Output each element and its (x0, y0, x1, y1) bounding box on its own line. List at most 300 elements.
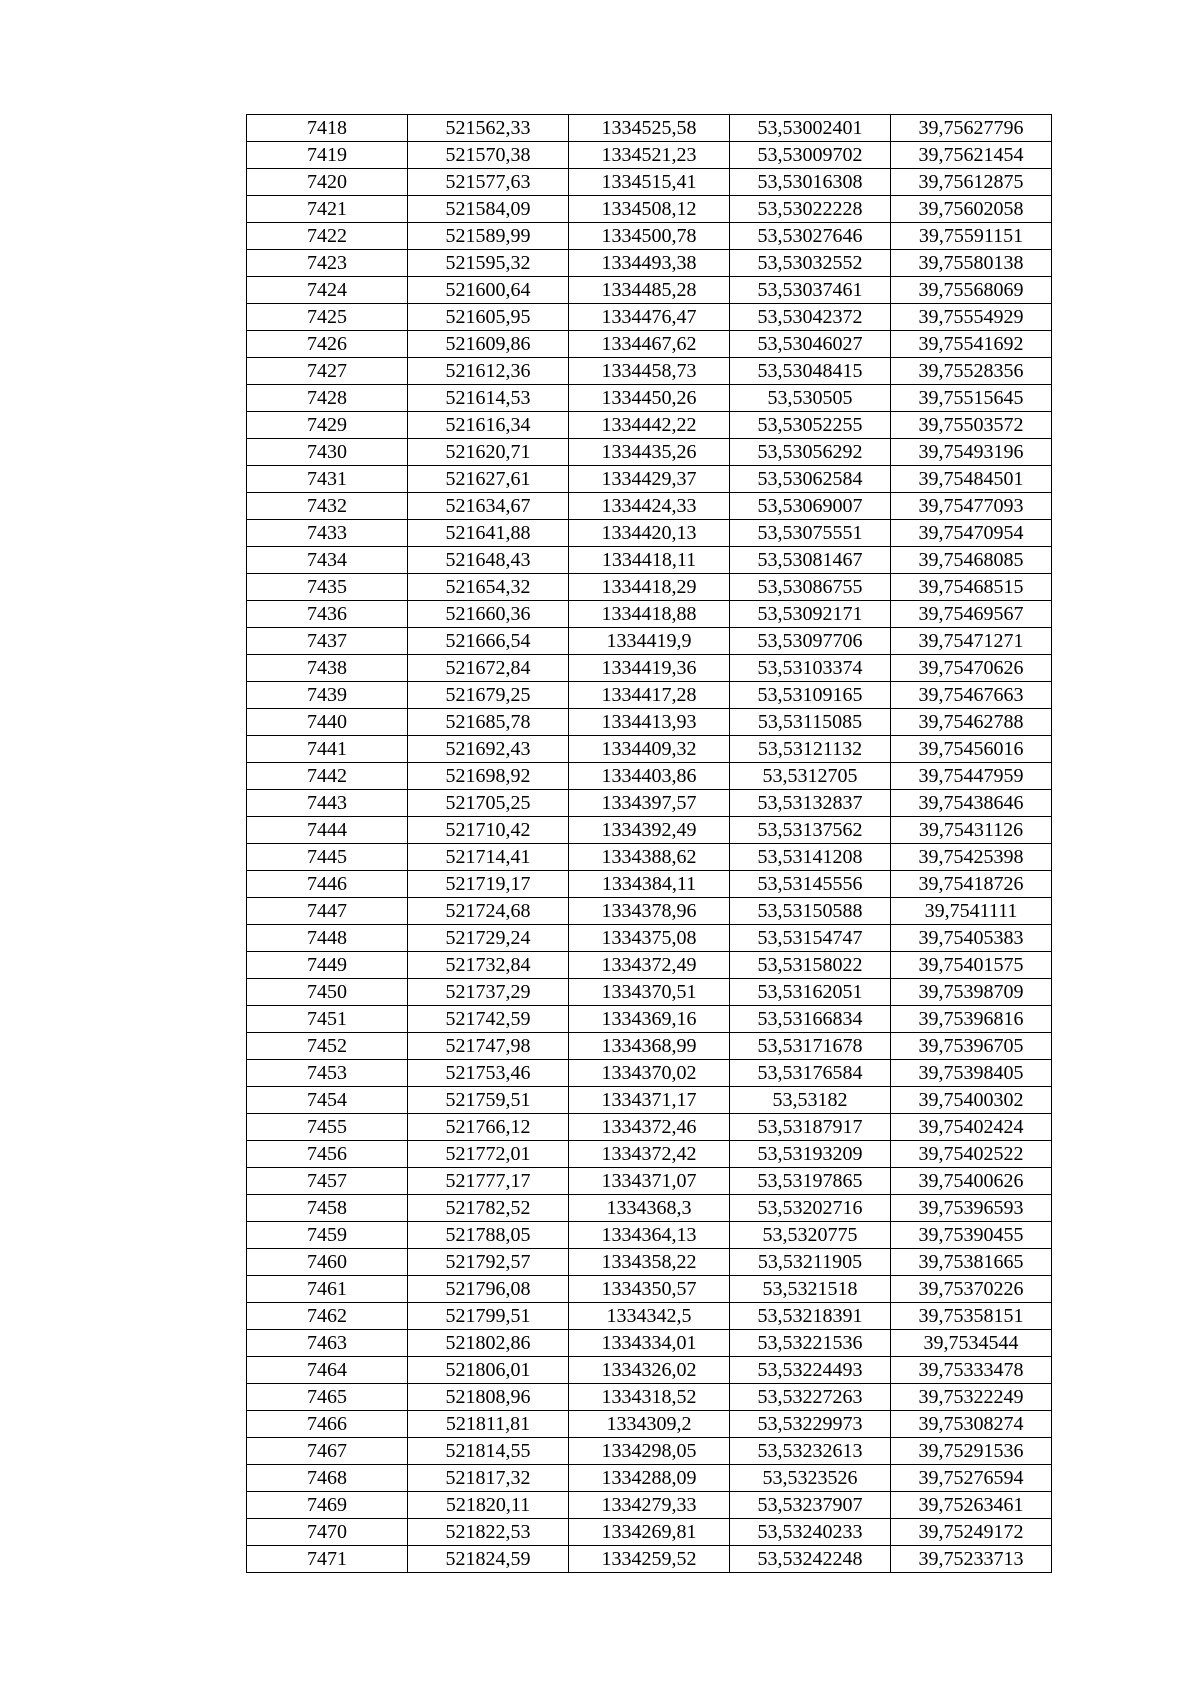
table-row (247, 1330, 1052, 1357)
table-row (247, 412, 1052, 439)
y-coordinate-cell: 1334279,33 (569, 1492, 730, 1519)
point-number-cell: 7419 (247, 142, 408, 169)
table-row (247, 979, 1052, 1006)
table-row (247, 1438, 1052, 1465)
x-coordinate-cell: 521814,55 (408, 1438, 569, 1465)
point-number-cell: 7471 (247, 1546, 408, 1573)
y-coordinate-cell: 1334521,23 (569, 142, 730, 169)
longitude-cell: 39,75541692 (891, 331, 1052, 358)
y-coordinate-cell: 1334372,49 (569, 952, 730, 979)
x-coordinate-cell: 521714,41 (408, 844, 569, 871)
longitude-cell: 39,75400626 (891, 1168, 1052, 1195)
x-coordinate-cell: 521806,01 (408, 1357, 569, 1384)
point-number-cell: 7428 (247, 385, 408, 412)
point-number-cell: 7463 (247, 1330, 408, 1357)
x-coordinate-cell: 521584,09 (408, 196, 569, 223)
table-row (247, 1222, 1052, 1249)
x-coordinate-cell: 521742,59 (408, 1006, 569, 1033)
x-coordinate-cell: 521817,32 (408, 1465, 569, 1492)
x-coordinate-cell: 521570,38 (408, 142, 569, 169)
y-coordinate-cell: 1334269,81 (569, 1519, 730, 1546)
point-number-cell: 7468 (247, 1465, 408, 1492)
x-coordinate-cell: 521788,05 (408, 1222, 569, 1249)
table-row (247, 1411, 1052, 1438)
y-coordinate-cell: 1334298,05 (569, 1438, 730, 1465)
point-number-cell: 7421 (247, 196, 408, 223)
table-row (247, 142, 1052, 169)
table-row (247, 1060, 1052, 1087)
longitude-cell: 39,75568069 (891, 277, 1052, 304)
table-row (247, 385, 1052, 412)
longitude-cell: 39,75612875 (891, 169, 1052, 196)
x-coordinate-cell: 521660,36 (408, 601, 569, 628)
point-number-cell: 7427 (247, 358, 408, 385)
x-coordinate-cell: 521600,64 (408, 277, 569, 304)
point-number-cell: 7465 (247, 1384, 408, 1411)
y-coordinate-cell: 1334288,09 (569, 1465, 730, 1492)
table-row (247, 1033, 1052, 1060)
latitude-cell: 53,53081467 (730, 547, 891, 574)
x-coordinate-cell: 521679,25 (408, 682, 569, 709)
y-coordinate-cell: 1334442,22 (569, 412, 730, 439)
latitude-cell: 53,53009702 (730, 142, 891, 169)
longitude-cell: 39,75276594 (891, 1465, 1052, 1492)
point-number-cell: 7446 (247, 871, 408, 898)
latitude-cell: 53,53056292 (730, 439, 891, 466)
y-coordinate-cell: 1334450,26 (569, 385, 730, 412)
latitude-cell: 53,53121132 (730, 736, 891, 763)
x-coordinate-cell: 521698,92 (408, 763, 569, 790)
longitude-cell: 39,75402522 (891, 1141, 1052, 1168)
longitude-cell: 39,75263461 (891, 1492, 1052, 1519)
latitude-cell: 53,53242248 (730, 1546, 891, 1573)
point-number-cell: 7437 (247, 628, 408, 655)
latitude-cell: 53,5320775 (730, 1222, 891, 1249)
x-coordinate-cell: 521820,11 (408, 1492, 569, 1519)
y-coordinate-cell: 1334372,42 (569, 1141, 730, 1168)
y-coordinate-cell: 1334420,13 (569, 520, 730, 547)
y-coordinate-cell: 1334397,57 (569, 790, 730, 817)
x-coordinate-cell: 521792,57 (408, 1249, 569, 1276)
longitude-cell: 39,75322249 (891, 1384, 1052, 1411)
x-coordinate-cell: 521634,67 (408, 493, 569, 520)
table-row (247, 952, 1052, 979)
point-number-cell: 7432 (247, 493, 408, 520)
point-number-cell: 7442 (247, 763, 408, 790)
x-coordinate-cell: 521605,95 (408, 304, 569, 331)
x-coordinate-cell: 521759,51 (408, 1087, 569, 1114)
latitude-cell: 53,53224493 (730, 1357, 891, 1384)
latitude-cell: 53,53211905 (730, 1249, 891, 1276)
y-coordinate-cell: 1334334,01 (569, 1330, 730, 1357)
longitude-cell: 39,75468515 (891, 574, 1052, 601)
point-number-cell: 7433 (247, 520, 408, 547)
x-coordinate-cell: 521595,32 (408, 250, 569, 277)
latitude-cell: 53,53218391 (730, 1303, 891, 1330)
y-coordinate-cell: 1334368,99 (569, 1033, 730, 1060)
point-number-cell: 7450 (247, 979, 408, 1006)
longitude-cell: 39,75402424 (891, 1114, 1052, 1141)
y-coordinate-cell: 1334370,51 (569, 979, 730, 1006)
y-coordinate-cell: 1334371,07 (569, 1168, 730, 1195)
table-row (247, 331, 1052, 358)
point-number-cell: 7467 (247, 1438, 408, 1465)
longitude-cell: 39,75447959 (891, 763, 1052, 790)
point-number-cell: 7459 (247, 1222, 408, 1249)
x-coordinate-cell: 521811,81 (408, 1411, 569, 1438)
longitude-cell: 39,75554929 (891, 304, 1052, 331)
point-number-cell: 7455 (247, 1114, 408, 1141)
latitude-cell: 53,530505 (730, 385, 891, 412)
x-coordinate-cell: 521577,63 (408, 169, 569, 196)
x-coordinate-cell: 521766,12 (408, 1114, 569, 1141)
x-coordinate-cell: 521641,88 (408, 520, 569, 547)
point-number-cell: 7425 (247, 304, 408, 331)
y-coordinate-cell: 1334525,58 (569, 115, 730, 142)
point-number-cell: 7435 (247, 574, 408, 601)
latitude-cell: 53,5323526 (730, 1465, 891, 1492)
point-number-cell: 7429 (247, 412, 408, 439)
x-coordinate-cell: 521685,78 (408, 709, 569, 736)
longitude-cell: 39,75580138 (891, 250, 1052, 277)
longitude-cell: 39,75396705 (891, 1033, 1052, 1060)
table-row (247, 709, 1052, 736)
x-coordinate-cell: 521612,36 (408, 358, 569, 385)
point-number-cell: 7440 (247, 709, 408, 736)
point-number-cell: 7424 (247, 277, 408, 304)
y-coordinate-cell: 1334418,29 (569, 574, 730, 601)
longitude-cell: 39,75405383 (891, 925, 1052, 952)
table-row (247, 304, 1052, 331)
y-coordinate-cell: 1334419,36 (569, 655, 730, 682)
latitude-cell: 53,53052255 (730, 412, 891, 439)
longitude-cell: 39,7541111 (891, 898, 1052, 925)
x-coordinate-cell: 521666,54 (408, 628, 569, 655)
table-row (247, 169, 1052, 196)
y-coordinate-cell: 1334375,08 (569, 925, 730, 952)
longitude-cell: 39,75370226 (891, 1276, 1052, 1303)
point-number-cell: 7469 (247, 1492, 408, 1519)
table-row (247, 790, 1052, 817)
point-number-cell: 7454 (247, 1087, 408, 1114)
x-coordinate-cell: 521724,68 (408, 898, 569, 925)
y-coordinate-cell: 1334326,02 (569, 1357, 730, 1384)
table-row (247, 1276, 1052, 1303)
x-coordinate-cell: 521692,43 (408, 736, 569, 763)
table-row (247, 520, 1052, 547)
point-number-cell: 7447 (247, 898, 408, 925)
latitude-cell: 53,53086755 (730, 574, 891, 601)
coordinate-table (246, 114, 1052, 1573)
x-coordinate-cell: 521620,71 (408, 439, 569, 466)
table-row (247, 358, 1052, 385)
latitude-cell: 53,53176584 (730, 1060, 891, 1087)
longitude-cell: 39,75462788 (891, 709, 1052, 736)
latitude-cell: 53,53232613 (730, 1438, 891, 1465)
table-row (247, 1168, 1052, 1195)
longitude-cell: 39,75249172 (891, 1519, 1052, 1546)
latitude-cell: 53,53002401 (730, 115, 891, 142)
latitude-cell: 53,53109165 (730, 682, 891, 709)
y-coordinate-cell: 1334476,47 (569, 304, 730, 331)
x-coordinate-cell: 521589,99 (408, 223, 569, 250)
point-number-cell: 7464 (247, 1357, 408, 1384)
longitude-cell: 39,75470954 (891, 520, 1052, 547)
table-row (247, 601, 1052, 628)
latitude-cell: 53,53227263 (730, 1384, 891, 1411)
table-row (247, 1249, 1052, 1276)
point-number-cell: 7452 (247, 1033, 408, 1060)
table-row (247, 763, 1052, 790)
table-row (247, 277, 1052, 304)
longitude-cell: 39,75308274 (891, 1411, 1052, 1438)
table-row (247, 844, 1052, 871)
longitude-cell: 39,75477093 (891, 493, 1052, 520)
table-row (247, 655, 1052, 682)
table-row (247, 736, 1052, 763)
longitude-cell: 39,75401575 (891, 952, 1052, 979)
table-row (247, 1006, 1052, 1033)
point-number-cell: 7448 (247, 925, 408, 952)
table-row (247, 115, 1052, 142)
latitude-cell: 53,53032552 (730, 250, 891, 277)
point-number-cell: 7431 (247, 466, 408, 493)
longitude-cell: 39,75358151 (891, 1303, 1052, 1330)
longitude-cell: 39,75503572 (891, 412, 1052, 439)
point-number-cell: 7426 (247, 331, 408, 358)
longitude-cell: 39,75333478 (891, 1357, 1052, 1384)
table-row (247, 466, 1052, 493)
y-coordinate-cell: 1334515,41 (569, 169, 730, 196)
longitude-cell: 39,75484501 (891, 466, 1052, 493)
latitude-cell: 53,53048415 (730, 358, 891, 385)
x-coordinate-cell: 521627,61 (408, 466, 569, 493)
x-coordinate-cell: 521747,98 (408, 1033, 569, 1060)
point-number-cell: 7423 (247, 250, 408, 277)
table-row (247, 1087, 1052, 1114)
y-coordinate-cell: 1334368,3 (569, 1195, 730, 1222)
longitude-cell: 39,75456016 (891, 736, 1052, 763)
longitude-cell: 39,75400302 (891, 1087, 1052, 1114)
longitude-cell: 39,75438646 (891, 790, 1052, 817)
latitude-cell: 53,5321518 (730, 1276, 891, 1303)
y-coordinate-cell: 1334378,96 (569, 898, 730, 925)
x-coordinate-cell: 521609,86 (408, 331, 569, 358)
point-number-cell: 7456 (247, 1141, 408, 1168)
point-number-cell: 7439 (247, 682, 408, 709)
longitude-cell: 39,75425398 (891, 844, 1052, 871)
longitude-cell: 39,7534544 (891, 1330, 1052, 1357)
y-coordinate-cell: 1334403,86 (569, 763, 730, 790)
x-coordinate-cell: 521802,86 (408, 1330, 569, 1357)
y-coordinate-cell: 1334309,2 (569, 1411, 730, 1438)
longitude-cell: 39,75291536 (891, 1438, 1052, 1465)
x-coordinate-cell: 521562,33 (408, 115, 569, 142)
x-coordinate-cell: 521822,53 (408, 1519, 569, 1546)
longitude-cell: 39,75381665 (891, 1249, 1052, 1276)
longitude-cell: 39,75470626 (891, 655, 1052, 682)
table-row (247, 1492, 1052, 1519)
longitude-cell: 39,75396816 (891, 1006, 1052, 1033)
y-coordinate-cell: 1334388,62 (569, 844, 730, 871)
point-number-cell: 7445 (247, 844, 408, 871)
y-coordinate-cell: 1334369,16 (569, 1006, 730, 1033)
x-coordinate-cell: 521648,43 (408, 547, 569, 574)
latitude-cell: 53,53166834 (730, 1006, 891, 1033)
table-row (247, 682, 1052, 709)
y-coordinate-cell: 1334370,02 (569, 1060, 730, 1087)
latitude-cell: 53,53103374 (730, 655, 891, 682)
y-coordinate-cell: 1334419,9 (569, 628, 730, 655)
point-number-cell: 7438 (247, 655, 408, 682)
latitude-cell: 53,53022228 (730, 196, 891, 223)
point-number-cell: 7441 (247, 736, 408, 763)
table-row (247, 439, 1052, 466)
x-coordinate-cell: 521614,53 (408, 385, 569, 412)
x-coordinate-cell: 521799,51 (408, 1303, 569, 1330)
y-coordinate-cell: 1334392,49 (569, 817, 730, 844)
table-row (247, 898, 1052, 925)
x-coordinate-cell: 521737,29 (408, 979, 569, 1006)
x-coordinate-cell: 521777,17 (408, 1168, 569, 1195)
latitude-cell: 53,53187917 (730, 1114, 891, 1141)
x-coordinate-cell: 521719,17 (408, 871, 569, 898)
y-coordinate-cell: 1334418,88 (569, 601, 730, 628)
x-coordinate-cell: 521772,01 (408, 1141, 569, 1168)
longitude-cell: 39,75621454 (891, 142, 1052, 169)
longitude-cell: 39,75398709 (891, 979, 1052, 1006)
longitude-cell: 39,75431126 (891, 817, 1052, 844)
longitude-cell: 39,75418726 (891, 871, 1052, 898)
y-coordinate-cell: 1334371,17 (569, 1087, 730, 1114)
y-coordinate-cell: 1334372,46 (569, 1114, 730, 1141)
table-row (247, 628, 1052, 655)
x-coordinate-cell: 521824,59 (408, 1546, 569, 1573)
y-coordinate-cell: 1334418,11 (569, 547, 730, 574)
latitude-cell: 53,53154747 (730, 925, 891, 952)
table-row (247, 871, 1052, 898)
latitude-cell: 53,5312705 (730, 763, 891, 790)
point-number-cell: 7466 (247, 1411, 408, 1438)
latitude-cell: 53,53137562 (730, 817, 891, 844)
latitude-cell: 53,53115085 (730, 709, 891, 736)
latitude-cell: 53,53145556 (730, 871, 891, 898)
table-row (247, 1384, 1052, 1411)
table-row (247, 250, 1052, 277)
coordinate-table-body (247, 115, 1052, 1573)
point-number-cell: 7460 (247, 1249, 408, 1276)
latitude-cell: 53,53158022 (730, 952, 891, 979)
y-coordinate-cell: 1334259,52 (569, 1546, 730, 1573)
longitude-cell: 39,75468085 (891, 547, 1052, 574)
latitude-cell: 53,53237907 (730, 1492, 891, 1519)
longitude-cell: 39,75390455 (891, 1222, 1052, 1249)
latitude-cell: 53,53229973 (730, 1411, 891, 1438)
y-coordinate-cell: 1334417,28 (569, 682, 730, 709)
table-row (247, 1519, 1052, 1546)
table-row (247, 493, 1052, 520)
x-coordinate-cell: 521616,34 (408, 412, 569, 439)
table-row (247, 817, 1052, 844)
x-coordinate-cell: 521710,42 (408, 817, 569, 844)
y-coordinate-cell: 1334424,33 (569, 493, 730, 520)
x-coordinate-cell: 521672,84 (408, 655, 569, 682)
latitude-cell: 53,53193209 (730, 1141, 891, 1168)
x-coordinate-cell: 521782,52 (408, 1195, 569, 1222)
point-number-cell: 7458 (247, 1195, 408, 1222)
latitude-cell: 53,53197865 (730, 1168, 891, 1195)
table-row (247, 1114, 1052, 1141)
latitude-cell: 53,53171678 (730, 1033, 891, 1060)
x-coordinate-cell: 521808,96 (408, 1384, 569, 1411)
table-row (247, 1141, 1052, 1168)
latitude-cell: 53,53037461 (730, 277, 891, 304)
latitude-cell: 53,53141208 (730, 844, 891, 871)
table-row (247, 1357, 1052, 1384)
latitude-cell: 53,53042372 (730, 304, 891, 331)
point-number-cell: 7430 (247, 439, 408, 466)
table-row (247, 925, 1052, 952)
longitude-cell: 39,75627796 (891, 115, 1052, 142)
table-row (247, 574, 1052, 601)
latitude-cell: 53,53221536 (730, 1330, 891, 1357)
latitude-cell: 53,53062584 (730, 466, 891, 493)
point-number-cell: 7436 (247, 601, 408, 628)
y-coordinate-cell: 1334342,5 (569, 1303, 730, 1330)
point-number-cell: 7420 (247, 169, 408, 196)
table-row (247, 1465, 1052, 1492)
x-coordinate-cell: 521654,32 (408, 574, 569, 601)
longitude-cell: 39,75471271 (891, 628, 1052, 655)
x-coordinate-cell: 521732,84 (408, 952, 569, 979)
y-coordinate-cell: 1334500,78 (569, 223, 730, 250)
y-coordinate-cell: 1334458,73 (569, 358, 730, 385)
x-coordinate-cell: 521753,46 (408, 1060, 569, 1087)
y-coordinate-cell: 1334384,11 (569, 871, 730, 898)
longitude-cell: 39,75493196 (891, 439, 1052, 466)
point-number-cell: 7457 (247, 1168, 408, 1195)
latitude-cell: 53,53182 (730, 1087, 891, 1114)
y-coordinate-cell: 1334409,32 (569, 736, 730, 763)
point-number-cell: 7434 (247, 547, 408, 574)
point-number-cell: 7444 (247, 817, 408, 844)
longitude-cell: 39,75398405 (891, 1060, 1052, 1087)
table-row (247, 1303, 1052, 1330)
longitude-cell: 39,75528356 (891, 358, 1052, 385)
latitude-cell: 53,53097706 (730, 628, 891, 655)
y-coordinate-cell: 1334485,28 (569, 277, 730, 304)
y-coordinate-cell: 1334358,22 (569, 1249, 730, 1276)
point-number-cell: 7462 (247, 1303, 408, 1330)
point-number-cell: 7453 (247, 1060, 408, 1087)
point-number-cell: 7449 (247, 952, 408, 979)
y-coordinate-cell: 1334413,93 (569, 709, 730, 736)
table-row (247, 196, 1052, 223)
latitude-cell: 53,53027646 (730, 223, 891, 250)
table-row (247, 223, 1052, 250)
longitude-cell: 39,75233713 (891, 1546, 1052, 1573)
latitude-cell: 53,53092171 (730, 601, 891, 628)
point-number-cell: 7443 (247, 790, 408, 817)
y-coordinate-cell: 1334364,13 (569, 1222, 730, 1249)
latitude-cell: 53,53046027 (730, 331, 891, 358)
x-coordinate-cell: 521796,08 (408, 1276, 569, 1303)
y-coordinate-cell: 1334467,62 (569, 331, 730, 358)
point-number-cell: 7422 (247, 223, 408, 250)
latitude-cell: 53,53075551 (730, 520, 891, 547)
longitude-cell: 39,75467663 (891, 682, 1052, 709)
y-coordinate-cell: 1334429,37 (569, 466, 730, 493)
